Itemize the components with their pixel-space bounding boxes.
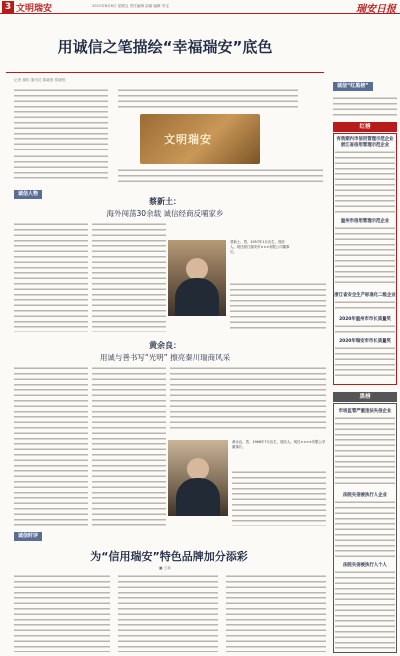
profile2-name: 黄余良： bbox=[149, 341, 181, 350]
red-sub1: 有效期内市信用管理示范企业 bbox=[336, 137, 394, 142]
red-bar2: 2020年温州市市长质量奖 bbox=[339, 317, 391, 322]
red-sub2: 温州市信用管理示范企业 bbox=[340, 219, 390, 224]
tag-integrity-person: 诚信人物 bbox=[14, 190, 42, 199]
profile1-text-col2 bbox=[92, 222, 166, 332]
lead-text-column-2 bbox=[118, 88, 298, 110]
red-bar3: 2020年瑞安市市长质量奖 bbox=[339, 339, 391, 344]
red-list-companies-2 bbox=[335, 226, 395, 286]
section-title: 文明瑞安 bbox=[16, 4, 53, 14]
profile1-subtitle: 海外闯荡30余载 诚信经商反哺家乡 bbox=[106, 209, 224, 218]
profile2-caption: 黄余良，男，1966年7月出生，瑞安人。现任××××有限公司董事长。 bbox=[232, 440, 326, 449]
lead-text-column-1 bbox=[14, 88, 108, 150]
comment-title: 为“信用瑞安”特色品牌加分添彩 bbox=[90, 550, 248, 563]
red-list-header: 红榜 bbox=[333, 122, 397, 132]
issue-meta: 2021年8月6日 星期五 责任编辑 邵丽 编辑 安宝 bbox=[92, 4, 169, 8]
comment-byline: ■ 王新 bbox=[159, 566, 171, 570]
profile2-photo bbox=[168, 440, 228, 516]
lead-byline: 记者 谢杭 通讯员 陈晓惠 郑晓悦 bbox=[14, 78, 66, 82]
profile2-subtitle: 用诚与善书写“光明” 擦亮秦川瑞商风采 bbox=[99, 353, 231, 362]
profile1-text-col3 bbox=[230, 282, 326, 332]
profile2-text-col3 bbox=[170, 366, 326, 432]
black-sub2: 法院失信被执行人企业 bbox=[343, 493, 387, 498]
tag-integrity-comment: 诚信时评 bbox=[14, 532, 42, 541]
profile2-text-col4 bbox=[232, 470, 326, 526]
black-list-companies-1 bbox=[335, 416, 395, 486]
civilization-banner-image: 文明瑞安 bbox=[140, 114, 260, 164]
comment-text-col2 bbox=[118, 574, 218, 652]
lead-text-column-3 bbox=[118, 168, 323, 182]
lead-text-column-1b bbox=[14, 154, 108, 180]
red-list-companies-5 bbox=[335, 346, 395, 380]
profile1-caption: 蔡新土，男，1957年1月出生，瑞安人。现任浙江瑞安市×××有限公司董事长。 bbox=[230, 240, 290, 254]
list-intro-text bbox=[333, 96, 397, 118]
black-sub1: 市场监管严重违法失信企业 bbox=[338, 409, 392, 414]
profile2-text-col2 bbox=[92, 366, 166, 526]
lead-headline: 用诚信之笔描绘“幸福瑞安”底色 bbox=[57, 38, 273, 56]
newspaper-logo: 瑞安日报 bbox=[356, 4, 396, 15]
black-list-header: 黑榜 bbox=[333, 392, 397, 402]
black-sub3: 法院失信被执行人个人 bbox=[343, 563, 387, 568]
profile1-name: 蔡新土： bbox=[149, 197, 181, 206]
black-list-companies-2 bbox=[335, 500, 395, 558]
profile1-photo bbox=[168, 240, 226, 316]
tag-red-black-list: 诚信“红黑榜” bbox=[333, 82, 373, 91]
page-number: 3 bbox=[2, 1, 14, 13]
black-list-persons bbox=[335, 570, 395, 650]
red-list-companies-4 bbox=[335, 324, 395, 334]
red-list-companies-1 bbox=[335, 150, 395, 214]
red-sub1b: 浙江省信用管理示范企业 bbox=[340, 143, 390, 148]
profile2-text-col1 bbox=[14, 366, 88, 526]
red-list-companies-3 bbox=[335, 300, 395, 310]
comment-text-col1 bbox=[14, 574, 110, 652]
page-header bbox=[0, 0, 400, 14]
profile1-text-col1 bbox=[14, 222, 88, 332]
comment-text-col3 bbox=[226, 574, 326, 652]
divider bbox=[6, 72, 324, 73]
red-bar1: 浙江省安全生产标准化二级企业 bbox=[334, 293, 396, 298]
